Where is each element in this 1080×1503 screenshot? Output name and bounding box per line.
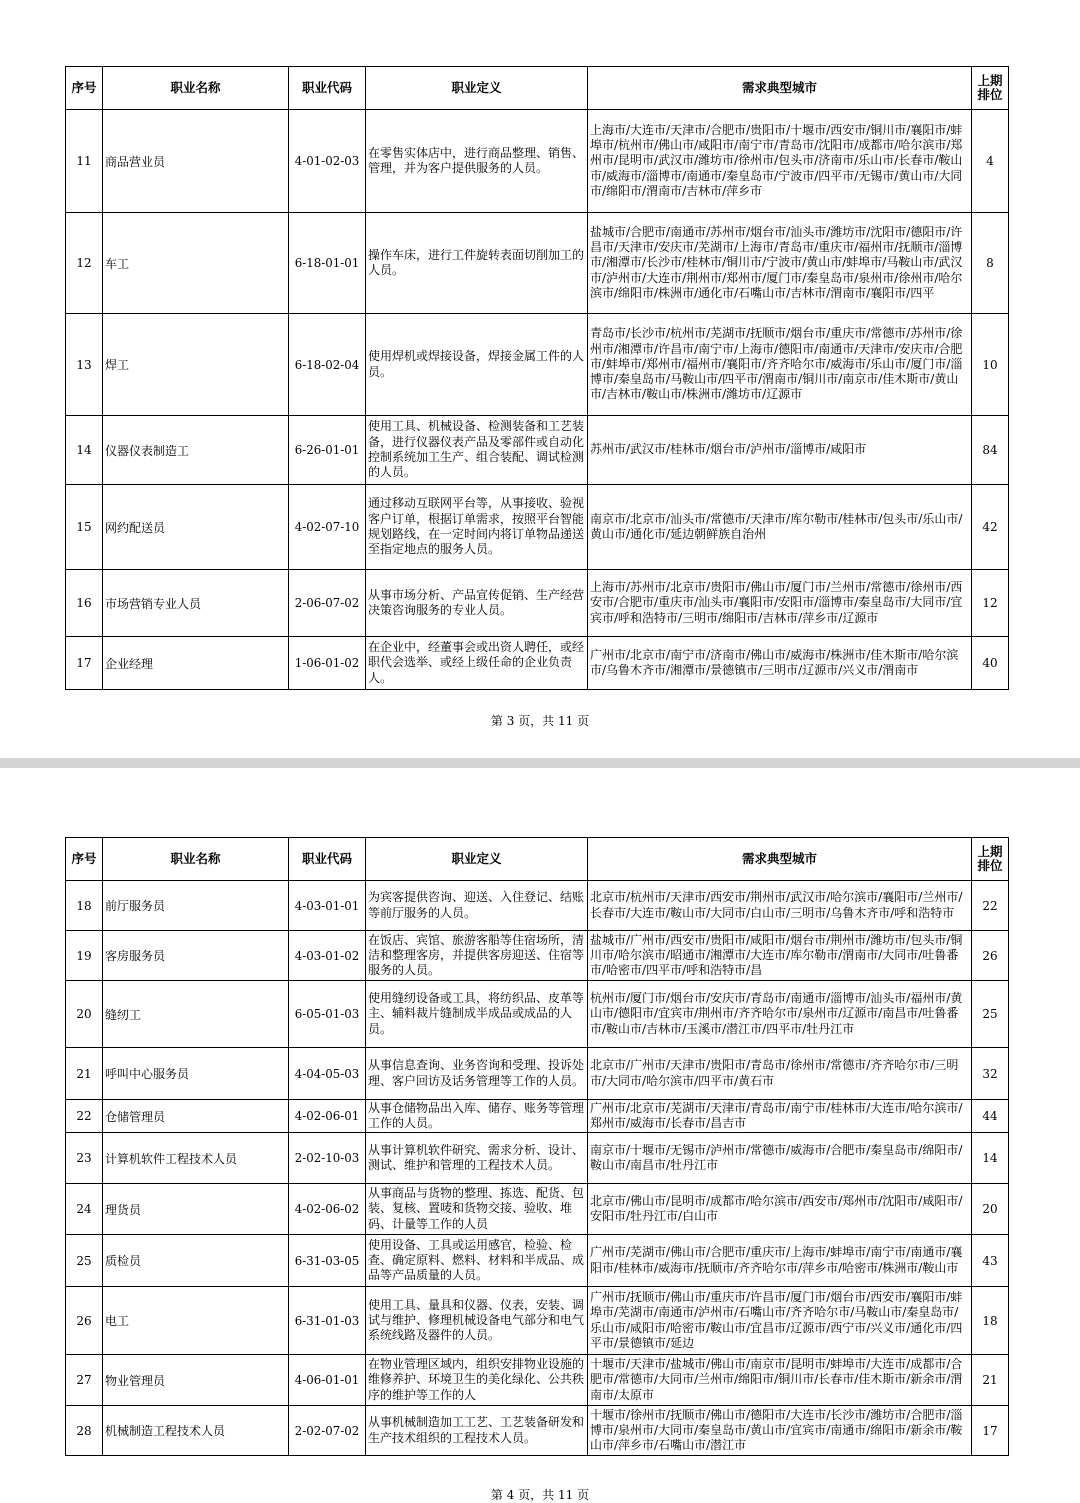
cities-text: 十堰市/徐州市/抚顺市/佛山市/德阳市/大连市/长沙市/潍坊市/合肥市/淄博市/泉州市/大同市/秦皇岛市/黄山市/宜宾市/南通市/绵阳市/新余市/鞍山市/萍乡市/石嘴山市/潜江市 [590,1407,963,1453]
table-row [66,416,1009,485]
cities-text: 广州市/北京市/南宁市/济南市/佛山市/威海市/株洲市/佳木斯市/哈尔滨市/乌鲁木齐市/湘潭市/景德镇市/三明市/辽源市/兴义市/渭南市 [590,647,959,677]
row-code: 6-18-01-01 [289,213,366,314]
row-definition [366,1100,588,1133]
definition-text: 从事商品与货物的整理、拣选、配货、包装、复核、置唛和货物交接、验收、堆码、计量等工作的人员 [368,1186,585,1231]
cities-text: 杭州市/厦门市/烟台市/安庆市/青岛市/南通市/淄博市/汕头市/福州市/黄山市/德阳市/宜宾市/荆州市/齐齐哈尔市/泉州市/辽源市/南昌市/吐鲁番市/鞍山市/吉林市/玉溪市/潜江市/四平市/牡丹江市 [590,991,963,1036]
definition-text: 从事计算机软件研究、需求分析、设计、测试、维护和管理的工程技术人员。 [368,1142,585,1172]
row-cities [588,416,972,485]
occupation-table-page-3 [65,66,1009,690]
row-code: 6-31-01-03 [289,1287,366,1355]
row-definition [366,981,588,1048]
table-row [66,881,1009,931]
header-cities: 需求典型城市 [588,838,972,881]
definition-text: 在物业管理区域内，组织安排物业设施的维修养护、环境卫生的美化绿化、公共秩序的维护等工作的人 [368,1357,585,1402]
table-row [66,1048,1009,1100]
table-row [66,637,1009,690]
row-cities [588,1287,972,1355]
row-name: 客房服务员 [103,931,289,981]
cities-text: 南京市/北京市/汕头市/常德市/天津市/库尔勒市/桂林市/包头市/乐山市/黄山市/通化市/延边朝鲜族自治州 [590,511,963,541]
cities-text: 广州市/北京市/芜湖市/天津市/青岛市/南宁市/桂林市/大连市/哈尔滨市/郑州市/威海市/长春市/昌吉市 [590,1100,963,1130]
row-rank: 10 [972,314,1009,416]
cities-text: 十堰市/天津市/盐城市/佛山市/南京市/昆明市/蚌埠市/大连市/成都市/合肥市/常德市/大同市/兰州市/绵阳市/铜川市/长春市/佳木斯市/新余市/渭南市/太原市 [590,1357,963,1402]
header-code: 职业代码 [289,838,366,881]
cities-text: 南京市/十堰市/无锡市/泸州市/常德市/威海市/合肥市/秦皇岛市/绵阳市/鞍山市/南昌市/牡丹江市 [590,1142,963,1172]
header-rank: 上期排位 [972,838,1009,881]
table-row [66,485,1009,570]
row-code: 4-02-06-02 [289,1184,366,1235]
table-row [66,1100,1009,1133]
row-rank: 43 [972,1235,1009,1287]
row-code: 6-26-01-01 [289,416,366,485]
row-name: 计算机软件工程技术人员 [103,1133,289,1184]
row-code: 4-03-01-02 [289,931,366,981]
row-seq: 25 [66,1235,103,1287]
row-seq: 21 [66,1048,103,1100]
table-row [66,1184,1009,1235]
row-definition [366,931,588,981]
row-code: 6-18-02-04 [289,314,366,416]
table-row [66,981,1009,1048]
header-name: 职业名称 [103,67,289,110]
row-name: 网约配送员 [103,485,289,570]
definition-text: 使用缝纫设备或工具，将纺织品、皮革等主、辅料裁片缝制成半成品或成品的人员。 [368,991,585,1036]
row-name: 前厅服务员 [103,881,289,931]
table-header-row [66,838,1009,881]
table-row [66,1406,1009,1456]
row-seq: 22 [66,1100,103,1133]
cities-text: 广州市/芜湖市/佛山市/合肥市/重庆市/上海市/蚌埠市/南宁市/南通市/襄阳市/桂林市/威海市/抚顺市/齐齐哈尔市/萍乡市/哈密市/株洲市/鞍山市 [590,1245,963,1275]
row-definition [366,637,588,690]
cities-text: 盐城市/广州市/西安市/贵阳市/咸阳市/烟台市/荆州市/潍坊市/包头市/铜川市/哈尔滨市/昭通市/湘潭市/大连市/库尔勒市/渭南市/大同市/吐鲁番市/哈密市/四平市/呼和浩特市/昌 [590,932,963,978]
row-seq: 26 [66,1287,103,1355]
row-definition [366,1048,588,1100]
row-definition [366,1406,588,1456]
header-definition: 职业定义 [366,67,588,110]
row-cities [588,110,972,213]
row-rank: 44 [972,1100,1009,1133]
row-cities [588,1048,972,1100]
row-seq: 12 [66,213,103,314]
definition-text: 在零售实体店中，进行商品整理、销售、管理，并为客户提供服务的人员。 [368,145,585,175]
table-row [66,110,1009,213]
table-row [66,1355,1009,1406]
row-definition [366,1133,588,1184]
row-seq: 28 [66,1406,103,1456]
row-name: 理货员 [103,1184,289,1235]
row-cities [588,931,972,981]
definition-text: 从事机械制造加工工艺、工艺装备研发和生产技术组织的工程技术人员。 [368,1415,585,1445]
row-rank: 26 [972,931,1009,981]
row-rank: 18 [972,1287,1009,1355]
cities-text: 苏州市/武汉市/桂林市/烟台市/泸州市/淄博市/咸阳市 [590,442,867,457]
row-rank: 22 [972,881,1009,931]
row-name: 仓储管理员 [103,1100,289,1133]
row-name: 商品营业员 [103,110,289,213]
definition-text: 使用焊机或焊接设备，焊接金属工件的人员。 [368,349,585,379]
definition-text: 操作车床，进行工件旋转表面切削加工的人员。 [368,247,585,277]
row-cities [588,213,972,314]
row-cities [588,570,972,637]
definition-text: 使用工具、机械设备、检测装备和工艺装备，进行仪器仪表产品及零部件或自动化控制系统加工生产、组合装配、调试检测的人员。 [368,419,585,480]
row-rank: 42 [972,485,1009,570]
row-name: 呼叫中心服务员 [103,1048,289,1100]
row-rank: 12 [972,570,1009,637]
definition-text: 在企业中，经董事会或出资人聘任，或经职代会选举、或经上级任命的企业负责人。 [368,640,585,685]
row-seq: 17 [66,637,103,690]
row-definition [366,1184,588,1235]
header-seq: 序号 [66,838,103,881]
row-code: 4-06-01-01 [289,1355,366,1406]
cities-text: 青岛市/长沙市/杭州市/芜湖市/抚顺市/烟台市/重庆市/常德市/苏州市/徐州市/湘潭市/许昌市/南宁市/上海市/德阳市/南通市/天津市/安庆市/合肥市/蚌埠市/郑州市/福州市/襄阳市/齐齐哈尔市/威海市/乐山市/厦门市/淄博市/秦皇岛市/马鞍山市/四平市/渭南市/铜川市/南京市/佳木斯市/黄山市/吉林市/鞍山市/株洲市/潍坊市/辽源市 [590,326,963,402]
row-code: 2-06-07-02 [289,570,366,637]
table-row [66,1235,1009,1287]
row-code: 4-02-07-10 [289,485,366,570]
row-definition [366,110,588,213]
row-name: 焊工 [103,314,289,416]
row-definition [366,1235,588,1287]
header-rank: 上期排位 [972,67,1009,110]
page-4 [0,768,1080,1502]
row-cities [588,1133,972,1184]
row-cities [588,485,972,570]
row-seq: 24 [66,1184,103,1235]
row-rank: 84 [972,416,1009,485]
row-name: 机械制造工程技术人员 [103,1406,289,1456]
row-definition [366,570,588,637]
row-cities [588,1235,972,1287]
cities-text: 北京市/广州市/天津市/贵阳市/青岛市/徐州市/常德市/齐齐哈尔市/三明市/大同市/哈尔滨市/四平市/黄石市 [590,1058,959,1088]
row-cities [588,1100,972,1133]
row-seq: 13 [66,314,103,416]
row-seq: 19 [66,931,103,981]
row-definition [366,213,588,314]
row-code: 1-06-01-02 [289,637,366,690]
definition-text: 使用设备、工具或运用感官，检验、检查、确定原料、燃料、材料和半成品、成品等产品质量的人员。 [368,1237,585,1283]
definition-text: 从事市场分析、产品宣传促销、生产经营决策咨询服务的专业人员。 [368,587,585,617]
row-seq: 18 [66,881,103,931]
row-code: 2-02-07-02 [289,1406,366,1456]
header-name: 职业名称 [103,838,289,881]
cities-text: 广州市/抚顺市/佛山市/重庆市/许昌市/厦门市/烟台市/西安市/襄阳市/蚌埠市/芜湖市/南通市/泸州市/石嘴山市/齐齐哈尔市/马鞍山市/秦皇岛市/乐山市/咸阳市/哈密市/鞍山市/宜昌市/辽源市/西宁市/兴义市/通化市/四平市/景德镇市/延边 [590,1289,963,1350]
row-seq: 14 [66,416,103,485]
table-row [66,1133,1009,1184]
page-separator [0,758,1080,768]
row-code: 4-03-01-01 [289,881,366,931]
table-header-row [66,67,1009,110]
page-footer: 第 4 页，共 11 页 [490,1488,590,1502]
definition-text: 从事信息查询、业务咨询和受理、投诉处理、客户回访及话务管理等工作的人员。 [368,1058,585,1088]
definition-text: 为宾客提供咨询、迎送、入住登记、结账等前厅服务的人员。 [368,890,585,920]
row-seq: 20 [66,981,103,1048]
table-row [66,931,1009,981]
row-name: 市场营销专业人员 [103,570,289,637]
row-name: 车工 [103,213,289,314]
row-cities [588,637,972,690]
definition-text: 在饭店、宾馆、旅游客船等住宿场所，清洁和整理客房，并提供客房迎送、住宿等服务的人员。 [368,932,585,978]
row-cities [588,881,972,931]
row-seq: 16 [66,570,103,637]
row-rank: 21 [972,1355,1009,1406]
definition-text: 使用工具、量具和仪器、仪表，安装、调试与维护、修理机械设备电气部分和电气系统线路及器件的人员。 [368,1297,585,1343]
row-definition [366,881,588,931]
row-definition [366,314,588,416]
row-definition [366,1287,588,1355]
row-definition [366,1355,588,1406]
table-row [66,213,1009,314]
row-code: 4-02-06-01 [289,1100,366,1133]
cities-text: 北京市/杭州市/天津市/西安市/荆州市/武汉市/哈尔滨市/襄阳市/兰州市/长春市/大连市/鞍山市/大同市/白山市/三明市/乌鲁木齐市/呼和浩特市 [590,890,963,920]
definition-text: 从事仓储物品出入库、储存、账务等管理工作的人员。 [368,1100,585,1130]
row-name: 缝纫工 [103,981,289,1048]
row-cities [588,314,972,416]
cities-text: 北京市/佛山市/昆明市/成都市/哈尔滨市/西安市/郑州市/沈阳市/咸阳市/安阳市/牡丹江市/白山市 [590,1193,963,1223]
row-name: 质检员 [103,1235,289,1287]
row-rank: 14 [972,1133,1009,1184]
row-cities [588,1184,972,1235]
cities-text: 上海市/大连市/天津市/合肥市/贵阳市/十堰市/西安市/铜川市/襄阳市/蚌埠市/杭州市/佛山市/咸阳市/南宁市/青岛市/沈阳市/成都市/哈尔滨市/郑州市/昆明市/武汉市/潍坊市/徐州市/包头市/济南市/乐山市/长春市/鞍山市/威海市/淄博市/南通市/秦皇岛市/宁波市/四平市/无锡市/黄山市/大同市/绵阳市/渭南市/吉林市/萍乡市 [590,122,963,198]
definition-text: 通过移动互联网平台等，从事接收、验视客户订单，根据订单需求，按照平台智能规划路线，在一定时间内将订单物品递送至指定地点的服务人员。 [368,496,585,557]
row-rank: 40 [972,637,1009,690]
table-row [66,1287,1009,1355]
row-rank: 4 [972,110,1009,213]
row-cities [588,1355,972,1406]
row-rank: 17 [972,1406,1009,1456]
row-cities [588,1406,972,1456]
row-code: 6-05-01-03 [289,981,366,1048]
row-rank: 25 [972,981,1009,1048]
cities-text: 上海市/苏州市/北京市/贵阳市/佛山市/厦门市/兰州市/常德市/徐州市/西安市/合肥市/重庆市/汕头市/襄阳市/安阳市/淄博市/秦皇岛市/大同市/宜宾市/呼和浩特市/三明市/绵阳市/吉林市/萍乡市/辽源市 [590,580,963,625]
row-rank: 20 [972,1184,1009,1235]
header-definition: 职业定义 [366,838,588,881]
header-code: 职业代码 [289,67,366,110]
row-name: 仪器仪表制造工 [103,416,289,485]
row-rank: 32 [972,1048,1009,1100]
row-name: 电工 [103,1287,289,1355]
row-code: 4-01-02-03 [289,110,366,213]
cities-text: 盐城市/合肥市/南通市/苏州市/烟台市/汕头市/潍坊市/沈阳市/德阳市/许昌市/天津市/安庆市/芜湖市/上海市/青岛市/重庆市/福州市/抚顺市/淄博市/湘潭市/长沙市/桂林市/铜川市/宁波市/黄山市/蚌埠市/马鞍山市/武汉市/泸州市/大连市/荆州市/郑州市/厦门市/秦皇岛市/泉州市/徐州市/哈尔滨市/绵阳市/株洲市/通化市/石嘴山市/吉林市/渭南市/襄阳市/四平 [590,224,963,300]
row-name: 企业经理 [103,637,289,690]
row-seq: 15 [66,485,103,570]
occupation-table-page-4 [65,837,1009,1456]
table-row [66,314,1009,416]
page-footer: 第 3 页，共 11 页 [490,714,590,728]
row-definition [366,416,588,485]
row-name: 物业管理员 [103,1355,289,1406]
row-definition [366,485,588,570]
row-code: 6-31-03-05 [289,1235,366,1287]
row-seq: 23 [66,1133,103,1184]
row-seq: 27 [66,1355,103,1406]
row-code: 4-04-05-03 [289,1048,366,1100]
row-cities [588,981,972,1048]
row-seq: 11 [66,110,103,213]
header-seq: 序号 [66,67,103,110]
header-cities: 需求典型城市 [588,67,972,110]
table-row [66,570,1009,637]
row-code: 2-02-10-03 [289,1133,366,1184]
row-rank: 8 [972,213,1009,314]
